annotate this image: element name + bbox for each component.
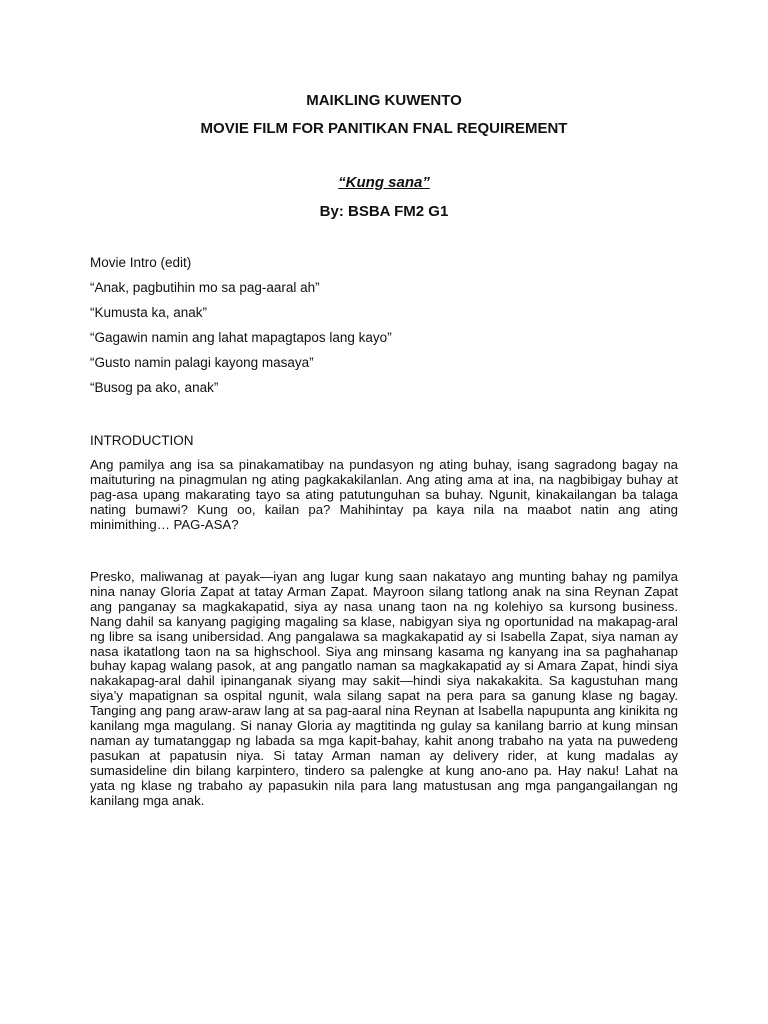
- movie-intro-line: “Anak, pagbutihin mo sa pag-aaral ah”: [90, 280, 320, 295]
- document-subheading: MOVIE FILM FOR PANITIKAN FNAL REQUIREMENT: [200, 120, 568, 137]
- byline: By: BSBA FM2 G1: [319, 203, 449, 220]
- story-paragraph: Presko, maliwanag at payak—iyan ang lugar kung saan nakatayo ang munting bahay ng pamilya nina nanay Gloria Zapat at tatay Arman Zapat. Mayroon silang tatlong anak na sina Reynan Zapat ang panganay sa magkakapatid, siya ay nasa unang taon na ng kolehiyo sa kursong business. Nang dahil sa kanyang pagiging magaling sa klase, nabigyan siya ng oportunidad na makapag-aral ng libre sa isang unibersidad. Ang pangalawa sa magkakapatid ay si Isabella Zapat, siya naman ay nasa ikatatlong taon na sa highschool. Siya ang minsang kasama ng kanyang ina sa paghahanap buhay kapag walang pasok, at ang pangatlo naman sa magkakapatid ay si Amara Zapat, hindi siya nakakapag-aral dahil ipinanganak siyang may sakit—hindi siya nakakakita. Sa kagustuhan mang siya’y mapatignan sa ospital ngunit, wala silang sapat na pera para sa ganung klase ng bagay. Tanging ang pang araw-araw lang at sa pag-aaral nina Reynan at Isabella napupunta ang kinikita ng kanilang mga magulang. Si nanay Gloria ay magtitinda ng gulay sa kanilang barrio at kung minsan naman ay tumatanggap ng labada sa mga kapit-bahay, kahit anong trabaho na yata na puwedeng pasukan at papatusin niya. Si tatay Arman naman ay delivery rider, at kung madalas ay sumasideline din bilang karpintero, tindero sa palengke at kung ano-ano pa. Hay naku! Lahat na yata ng klase ng trabaho ay papasukin nila para lang matustusan ang mga pangangailangan ng kanilang mga anak.: [90, 569, 678, 808]
- movie-intro-line: “Busog pa ako, anak”: [90, 380, 219, 395]
- movie-intro-label: Movie Intro (edit): [90, 255, 192, 270]
- story-title: “Kung sana”: [338, 174, 430, 191]
- movie-intro-line: “Gusto namin palagi kayong masaya”: [90, 355, 314, 370]
- movie-intro-section: [90, 255, 680, 405]
- movie-intro-line: “Gagawin namin ang lahat mapagtapos lang kayo”: [90, 330, 392, 345]
- introduction-label: INTRODUCTION: [90, 433, 194, 448]
- introduction-paragraph: Ang pamilya ang isa sa pinakamatibay na pundasyon ng ating buhay, isang sagradong bagay na maituturing na pinagmulan ng ating pagkakakilanlan. Ang ating ama at ina, na nagbibigay buhay at pag-asa upang makarating tayo sa ating patutunguhan sa buhay. Ngunit, kinakailangan ba talaga nating bumawi? Kung oo, kailan pa? Mahihintay pa kaya nila na maabot natin ang ating minimithing… PAG-ASA?: [90, 457, 678, 532]
- document-heading: MAIKLING KUWENTO: [306, 92, 462, 109]
- movie-intro-line: “Kumusta ka, anak”: [90, 305, 208, 320]
